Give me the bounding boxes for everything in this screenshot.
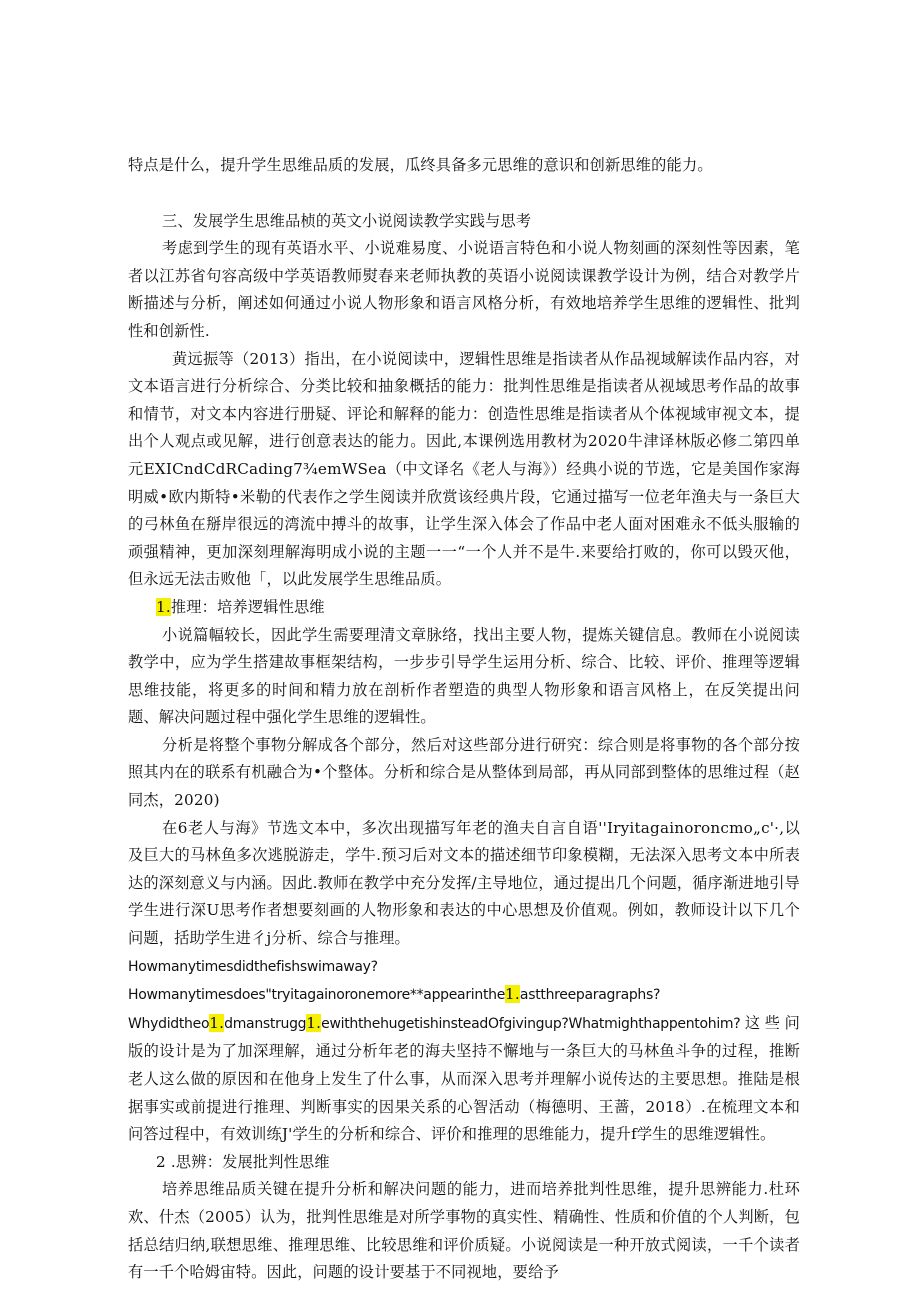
section-heading: 三、发展学生思维品桢的英文小说阅读教学实践与思考	[162, 211, 532, 230]
paragraph-2: 黄远振等（2013）指出，在小说阅读中，逻辑性思维是指读者从作品视域解读作品内容，对文本语言进行分析综合、分类比较和抽象概括的能力：批判性思维是指读者从视域思考作品的故事和情节，对文本内容进行册疑、评论和解释的能力：创造性思维是指读者从个体视域审视文本，提出个人观点或见解，进行创意表达的能力。因此,本课例选用教材为2020牛津译林版必修二第四单元EXICndCdRCading7¾emWSea（中文译名《老人与海》）经典小说的节选，它是美国作家海明威•欧内斯特•米勒的代表作之学生阅读并欣赏该经典片段，它通过描写一位老年渔夫与一条巨大的弓林鱼在掰岸很远的湾流中搏斗的故事，让学生深入体会了作品中老人面对困难永不低头服输的顽强精神，更加深刻理解海明成小说的主题一一“一个人并不是牛.来要给打败的，你可以毁灭他，但永远无法击败他「，以此发展学生思维品质。	[128, 349, 800, 589]
document-page	[128, 152, 800, 1287]
heading-1-number: 1.	[156, 597, 171, 616]
highlight-mark-a: 1.	[505, 985, 520, 1004]
paragraph-6-chinese: 这些问版的设计是为了加深理解，通过分析年老的海夫坚持不懈地与一条巨大的马林鱼斗争的过程，推断老人这么做的原因和在他身上发生了什么事，从而深入思考并理解小说传达的主要思想。推陆是根据事实或前提进行推理、判断事实的因果关系的心智活动（梅德明、王蔷，2018）.在梳理文本和问答过程中，有效训练J'学生的分析和综合、评价和推理的思维能力，提升f学生的思维逻辑性。	[128, 1013, 800, 1144]
highlight-mark-c: 1.	[306, 1013, 322, 1032]
heading-2: 2 .思辨：发展批判性思维	[156, 1152, 330, 1171]
paragraph-6	[128, 953, 800, 1149]
question-text-a: Howmanytimesdidthefishswimaway?Howmanytimesdoes"tryitagainoronemore**appearinthe	[128, 958, 506, 1004]
paragraph-1: 考虑到学生的现有英语水平、小说难易度、小说语言特色和小说人物刻画的深刻性等因素，笔者以江苏省句容高级中学英语教师熨春来老师执教的英语小说阅读课教学设计为例，结合对教学片断描述与分析，阐述如何通过小说人物形象和语言风格分析，有效地培养学生思维的逻辑性、批判性和创新性.	[128, 239, 800, 340]
highlight-mark-b: 1.	[209, 1013, 225, 1032]
paragraph-3: 小说篇幅较长，因此学生需要理清文章脉络，找出主要人物，提炼关键信息。教师在小说阅读教学中，应为学生搭建故事框架结构，一步步引导学生运用分析、综合、比较、评价、推理等逻辑思维技能，将更多的时间和精力放在剖析作者塑造的典型人物形象和语言风格上，在反笑提出问题、解决问题过程中强化学生思维的逻辑性。	[128, 625, 800, 727]
question-text-b: astthreeparagraphs?Whydidtheo	[128, 987, 661, 1032]
paragraph-7: 培养思维品质关键在提升分析和解决问题的能力，进而培养批判性思维，提升思辨能力.杜环欢、什杰（2005）认为，批判性思维是对所学事物的真实性、精确性、性质和价值的个人判断，包括总结归纳,联想思维、推理思维、比较思维和评价质疑。小说阅读是一种开放式阅读，一千个读者有一千个哈姆宙特。因此，问题的设计要基于不同视地，要给予	[128, 1180, 800, 1282]
heading-1-text: 推理：培养逻辑性思维	[170, 597, 325, 616]
intro-paragraph: 特点是什么，提升学生思维品质的发展，瓜终具备多元思维的意识和创新思维的能力。	[128, 156, 713, 174]
paragraph-4: 分析是将整个事物分解成各个部分，然后对这些部分进行研究：综合则是将事物的各个部分按照其内在的联系有机融合为•个整体。分析和综合是从整体到局部，再从同部到整体的思维过程（赵同杰，2020)	[128, 735, 800, 810]
paragraph-5: 在6老人与海》节选文本中，多次出现描写年老的渔夫自言自语''Iryitagainoroncmo„c'·,以及巨大的马林鱼多次逃脱游走，学牛.预习后对文本的描述细节印象模糊，无法深入思考文本中所表达的深刻意义与内涵。因此.教师在教学中充分发挥/主导地位，通过提出几个问题，循序渐进地引导学生进行深U思考作者想要刻画的人物形象和表达的中心思想及价值观。例如，教师设计以下几个问题，括助学生进彳j分析、综合与推理。	[128, 818, 801, 948]
question-text-d: ewiththehugetishinsteadOfgivingup?Whatmighthappentohim?	[321, 1015, 741, 1032]
question-text-c: dmanstrugg	[224, 1015, 307, 1032]
heading-1	[128, 594, 800, 622]
